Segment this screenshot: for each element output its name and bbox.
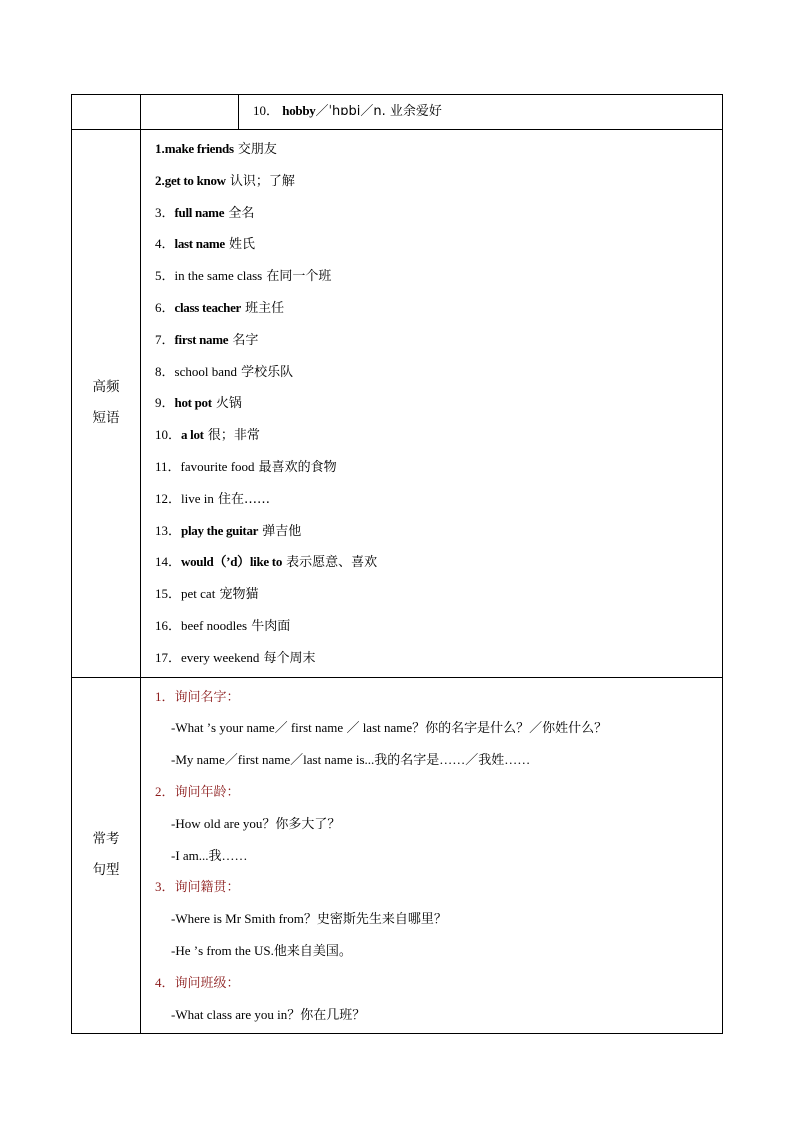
phrase-number: 7． xyxy=(155,331,175,347)
phrase-chinese: 全名 xyxy=(224,205,255,221)
sentence-heading: 4．询问班级： xyxy=(155,974,240,990)
table-row xyxy=(72,677,723,1034)
sentence-line: -What ʼs your name／ first name ／ last name？你的名字是什么？／你姓什么？ xyxy=(171,720,608,736)
phrase-chinese: 火锅 xyxy=(211,396,242,412)
phrase-number: 8． xyxy=(155,363,175,379)
item-phonetic-meaning: ／ˈhɒbi／n. 业余爱好 xyxy=(315,104,442,119)
phrase-english: play the guitar xyxy=(181,522,259,538)
phrase-number: 17． xyxy=(155,649,182,665)
phrase-number: 12． xyxy=(155,490,182,506)
phrase-item xyxy=(155,518,722,550)
empty-label-cell xyxy=(72,95,141,130)
sentence-line: -He ʼs from the US.他来自美国。 xyxy=(171,942,352,958)
phrase-english: a lot xyxy=(181,427,204,443)
sentence-list xyxy=(141,678,722,1034)
phrase-item xyxy=(155,263,722,295)
vocab-item: 10． hobby／ˈhɒbi／n. 业余爱好 xyxy=(253,103,442,119)
phrase-item xyxy=(155,549,722,581)
phrase-chinese: 弹吉他 xyxy=(258,523,302,539)
sentences-cell xyxy=(141,677,723,1034)
phrase-chinese: 很；非常 xyxy=(203,428,260,444)
phrase-number: 11． xyxy=(155,458,181,474)
phrase-english: school band xyxy=(174,363,237,379)
phrase-english: beef noodles xyxy=(181,617,248,633)
phrase-english: hot pot xyxy=(174,395,212,411)
phrase-item xyxy=(155,613,722,645)
phrase-item xyxy=(155,422,722,454)
phrase-chinese: 最喜欢的食物 xyxy=(254,459,337,475)
sentence-line: -Where is Mr Smith from？史密斯先生来自哪里？ xyxy=(171,911,447,927)
phrase-chinese: 认识；了解 xyxy=(225,173,295,189)
phrase-chinese: 班主任 xyxy=(241,300,285,316)
phrase-item xyxy=(155,454,722,486)
phrase-english: pet cat xyxy=(181,586,216,602)
phrase-chinese: 姓氏 xyxy=(224,237,256,253)
item-number: 10 xyxy=(253,103,266,118)
phrase-item xyxy=(155,231,722,263)
phrase-english: would（ʼd）like to xyxy=(181,554,283,570)
phrase-english: in the same class xyxy=(174,268,263,284)
phrase-english: live in xyxy=(181,490,214,506)
phrase-item xyxy=(155,168,722,200)
phrase-english: class teacher xyxy=(174,299,242,315)
phrase-chinese: 宠物猫 xyxy=(215,587,259,603)
phrase-item xyxy=(155,136,722,168)
phrase-english: last name xyxy=(174,236,225,252)
phrase-number: 4． xyxy=(155,236,175,252)
top-content-cell xyxy=(141,95,723,130)
phrase-number: 9． xyxy=(155,395,175,411)
section-label-phrases: 高频 短语 xyxy=(72,130,141,678)
phrase-chinese: 表示愿意、喜欢 xyxy=(282,555,378,571)
phrase-chinese: 学校乐队 xyxy=(236,364,294,380)
phrase-number: 16． xyxy=(155,617,182,633)
phrase-chinese: 在同一个班 xyxy=(262,269,332,285)
phrase-chinese: 住在…… xyxy=(213,491,271,507)
phrase-number: 15． xyxy=(155,586,182,602)
phrase-english: full name xyxy=(174,204,225,220)
phrase-english: first name xyxy=(174,331,229,347)
sentence-line: -I am...我…… xyxy=(171,847,248,863)
sentence-heading: 3．询问籍贯： xyxy=(155,879,240,895)
phrase-item xyxy=(155,645,722,677)
phrase-english: favourite food xyxy=(180,458,255,474)
table-row xyxy=(72,130,723,678)
sentence-heading: 1．询问名字： xyxy=(155,688,240,704)
phrase-number: 3． xyxy=(155,204,175,220)
phrase-item xyxy=(155,295,722,327)
phrase-number: 10． xyxy=(155,427,182,443)
phrase-number: 13． xyxy=(155,522,182,538)
sentence-line: -My name／first name／last name is...我的名字是……／我姓…… xyxy=(171,752,531,768)
item-word: hobby xyxy=(282,103,316,118)
empty-subcell xyxy=(141,95,239,129)
phrase-chinese: 每个周末 xyxy=(259,650,316,666)
phrase-number: 5． xyxy=(155,268,175,284)
vocabulary-table xyxy=(71,94,723,1034)
phrase-number: 2. xyxy=(155,172,165,188)
phrase-item xyxy=(155,390,722,422)
phrase-number: 14． xyxy=(155,554,182,570)
phrase-english: every weekend xyxy=(181,649,260,665)
phrase-chinese: 交朋友 xyxy=(233,142,277,157)
phrase-chinese: 牛肉面 xyxy=(247,618,291,634)
phrase-item xyxy=(155,581,722,613)
phrase-number: 1. xyxy=(155,141,165,156)
phrase-item xyxy=(155,359,722,391)
phrase-english: make friends xyxy=(164,141,234,156)
phrase-list xyxy=(141,130,722,677)
phrase-chinese: 名字 xyxy=(228,332,259,348)
phrase-item xyxy=(155,486,722,518)
sentence-heading: 2．询问年龄： xyxy=(155,783,240,799)
phrases-cell xyxy=(141,130,723,678)
table-row xyxy=(72,95,723,130)
phrase-number: 6． xyxy=(155,299,175,315)
phrase-item xyxy=(155,200,722,232)
phrase-item xyxy=(155,327,722,359)
section-label-sentences: 常考 句型 xyxy=(72,677,141,1034)
phrase-english: get to know xyxy=(164,172,226,188)
sentence-line: -How old are you？你多大了？ xyxy=(171,815,341,831)
sentence-line: -What class are you in？你在几班？ xyxy=(171,1006,366,1022)
